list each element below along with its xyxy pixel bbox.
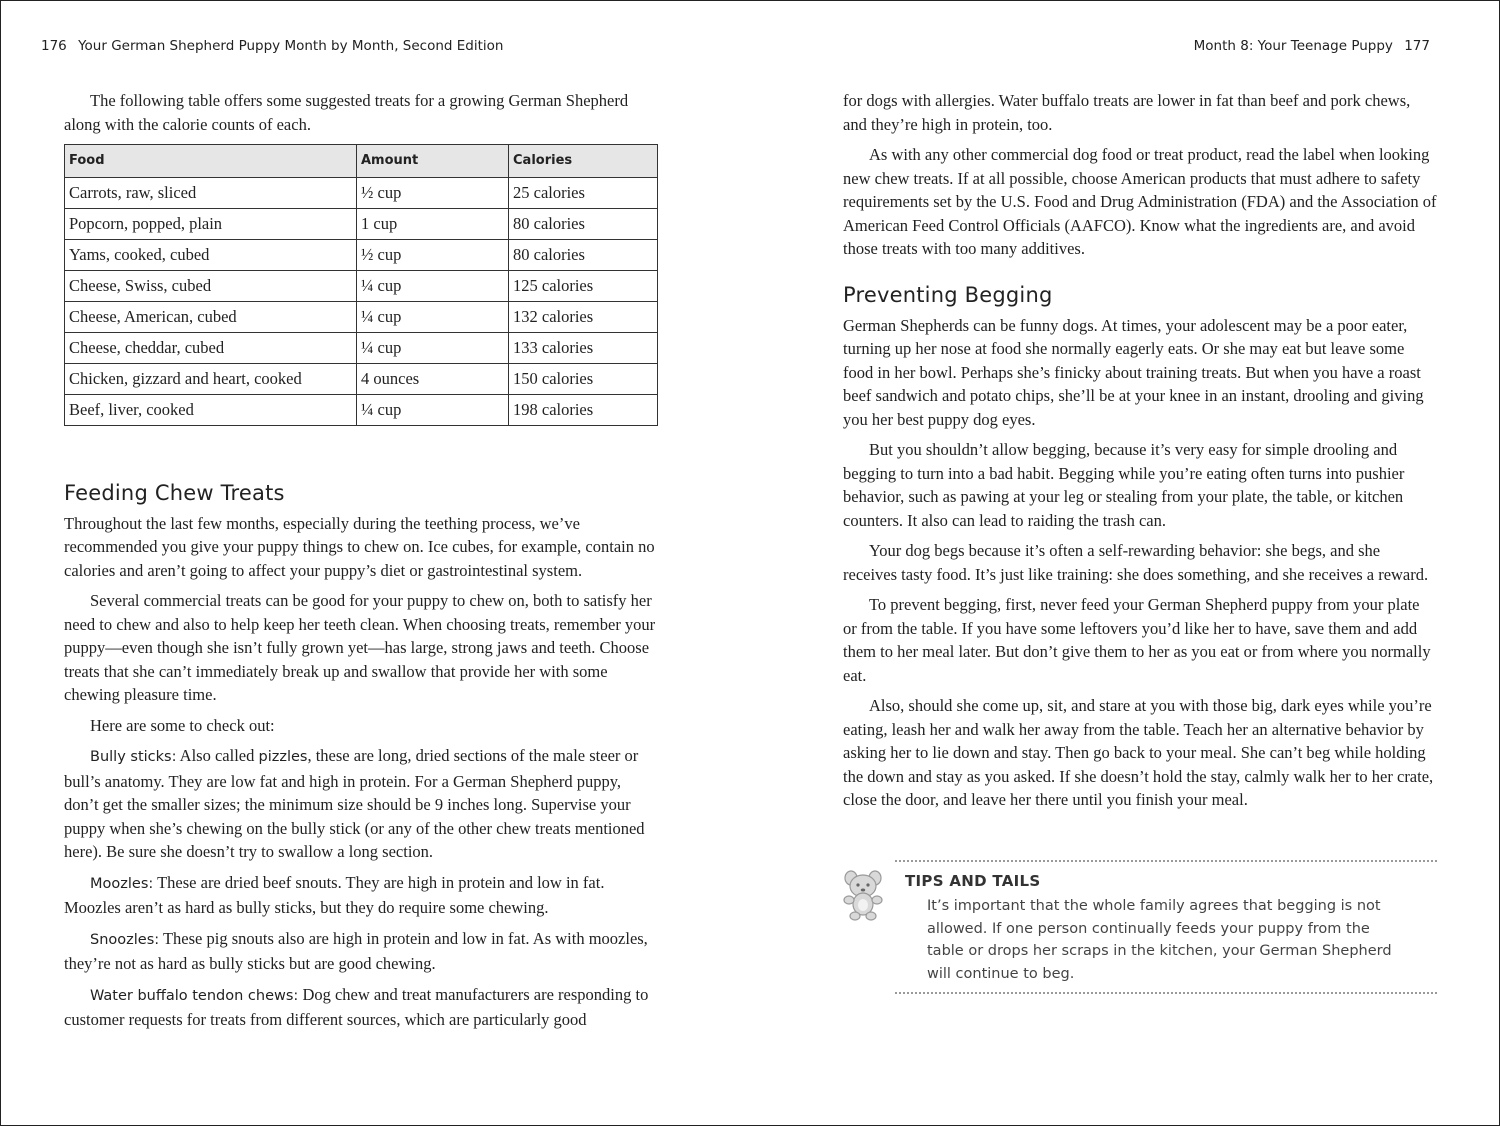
- treat-item-snoozles: [64, 927, 658, 976]
- treats-table: [64, 144, 658, 426]
- table-cell-amount: 4 ounces: [357, 363, 509, 394]
- treat-term: Moozles:: [90, 875, 154, 892]
- feeding-chew-treats-section: [64, 482, 658, 1039]
- table-row: [65, 239, 658, 270]
- tips-divider-top: [895, 860, 1437, 862]
- paragraph: Also, should she come up, sit, and stare at you with those big, dark eyes while you’re eating, leash her and walk her away from the table. Teach her an alternative behavior by asking her to lie down and stay. Then go back to your meal. She can’t beg while holding the down and stay as you asked. If she doesn’t hold the stay, calmly walk her to her crate, close the door, and leave her there until you finish your meal.: [843, 696, 1434, 809]
- treat-item-moozles: [64, 871, 658, 920]
- paragraph: To prevent begging, first, never feed your German Shepherd puppy from your plate or from the table. If you have some leftovers you’d like her to have, save them and add them to her meal later. But don’t give them to her as you eat or from where you normally eat.: [843, 595, 1431, 685]
- table-cell-calories: 198 calories: [509, 394, 658, 425]
- preventing-begging-section: [843, 284, 1437, 819]
- table-row: [65, 332, 658, 363]
- right-running-head: [1194, 38, 1437, 54]
- table-cell-amount: ½ cup: [357, 177, 509, 208]
- paragraph: As with any other commercial dog food or treat product, read the label when looking new chew treats. If at all possible, choose American products that must adhere to safety requirements set by the U.S. Food and Drug Administration (FDA) and the Association of American Feed Control Officials (AAFCO). Know what the ingredients are, and avoid those treats with too many additives.: [843, 145, 1437, 258]
- right-column-top: [843, 89, 1437, 268]
- section-heading-preventing-begging: Preventing Begging: [843, 283, 1053, 307]
- paragraph: Here are some to check out:: [90, 715, 275, 735]
- table-header-row: [65, 145, 658, 178]
- treat-term: Bully sticks:: [90, 749, 177, 765]
- table-cell-amount: ¼ cup: [357, 332, 509, 363]
- table-cell-amount: ¼ cup: [357, 270, 509, 301]
- table-intro: The following table offers some suggested treats for a growing German Shepherd along with the calorie counts of each.: [64, 91, 629, 134]
- table-cell-amount: 1 cup: [357, 208, 509, 239]
- treat-text: , these are long, dried sections of the male steer or bull’s anatomy. They are low fat and high in protein. For a German Shepherd puppy, don’t get the smaller sizes; the minimum size should be 9 inches long. Supervise your puppy when she’s chewing on the bully stick (or any of the other chew treats mentioned here). Be sure she doesn’t try to swallow a long section.: [64, 746, 645, 861]
- table-row: [65, 270, 658, 301]
- table-cell-amount: ½ cup: [357, 239, 509, 270]
- treat-item-water-buffalo: [64, 983, 658, 1032]
- table-row: [65, 363, 658, 394]
- table-cell-food: Chicken, gizzard and heart, cooked: [65, 363, 357, 394]
- paragraph: But you shouldn’t allow begging, because it’s very easy for simple drooling and begging to turn into a bad habit. Begging while you’re eating often turns into pushier behavior, such as pawing at your leg or stealing from your plate, the table, or kitchen counters. It also can lead to raiding the trash can.: [843, 440, 1405, 530]
- treat-item-bully-sticks: [64, 744, 658, 864]
- table-header-food: Food: [65, 145, 357, 178]
- table-cell-food: Cheese, American, cubed: [65, 301, 357, 332]
- treat-text: Also called: [176, 746, 259, 765]
- table-cell-calories: 25 calories: [509, 177, 658, 208]
- tips-and-tails-box: [843, 858, 1437, 994]
- table-cell-food: Yams, cooked, cubed: [65, 239, 357, 270]
- section-heading-feeding-chew-treats: Feeding Chew Treats: [64, 481, 285, 505]
- treat-text: Dog chew and treat manufacturers are responding to customer requests for treats from different sources, which are particularly good: [64, 984, 649, 1029]
- left-column: [64, 89, 658, 426]
- treat-term: Water buffalo tendon chews:: [90, 987, 299, 1004]
- left-running-head: [34, 38, 504, 54]
- table-cell-food: Carrots, raw, sliced: [65, 177, 357, 208]
- table-cell-amount: ¼ cup: [357, 394, 509, 425]
- right-page-number: 177: [1404, 38, 1430, 54]
- treat-text: These are dried beef snouts. They are high in protein and low in fat. Moozles aren’t as hard as bully sticks, but they do require some chewing.: [64, 872, 605, 917]
- left-page-number: 176: [41, 38, 67, 54]
- tips-title: TIPS AND TAILS: [905, 872, 1041, 890]
- puppy-icon: [835, 866, 891, 922]
- table-cell-food: Beef, liver, cooked: [65, 394, 357, 425]
- table-cell-food: Cheese, Swiss, cubed: [65, 270, 357, 301]
- table-cell-calories: 132 calories: [509, 301, 658, 332]
- table-cell-amount: ¼ cup: [357, 301, 509, 332]
- table-row: [65, 394, 658, 425]
- paragraph: for dogs with allergies. Water buffalo treats are lower in fat than beef and pork chews, and they’re high in protein, too.: [843, 91, 1411, 134]
- table-header-amount: Amount: [357, 145, 509, 178]
- right-running-title: Month 8: Your Teenage Puppy: [1193, 38, 1393, 54]
- left-running-title: Your German Shepherd Puppy Month by Month, Second Edition: [78, 38, 504, 54]
- table-row: [65, 177, 658, 208]
- table-cell-calories: 80 calories: [509, 208, 658, 239]
- table-row: [65, 301, 658, 332]
- table-cell-food: Popcorn, popped, plain: [65, 208, 357, 239]
- table-cell-calories: 125 calories: [509, 270, 658, 301]
- table-cell-calories: 80 calories: [509, 239, 658, 270]
- paragraph: Your dog begs because it’s often a self-rewarding behavior: she begs, and she receives tasty food. It’s just like training: she does something, and she receives a reward.: [843, 541, 1429, 584]
- table-row: [65, 208, 658, 239]
- treat-term: Snoozles:: [90, 931, 160, 948]
- paragraph: Several commercial treats can be good for your puppy to chew on, both to satisfy her need to chew and also to help keep her teeth clean. When choosing treats, remember your puppy—even though she isn’t fully grown yet—has large, strong jaws and teeth. Choose treats that she can’t immediately break up and swallow that provide her with some chewing pleasure time.: [64, 591, 656, 704]
- treat-term: pizzles: [258, 749, 308, 765]
- table-header-calories: Calories: [509, 145, 658, 178]
- table-cell-calories: 150 calories: [509, 363, 658, 394]
- paragraph: Throughout the last few months, especially during the teething process, we’ve recommended you give your puppy things to chew on. Ice cubes, for example, contain no calories and aren’t going to affect your puppy’s diet or gastrointestinal system.: [64, 513, 655, 580]
- paragraph: German Shepherds can be funny dogs. At times, your adolescent may be a poor eater, turning up her nose at food she normally eagerly eats. Or she may eat but leave some food in her bowl. Perhaps she’s finicky about training treats. But when you have a roast beef sandwich and potato chips, she’ll be at your knee in an instant, drooling and giving you her best puppy dog eyes.: [843, 315, 1424, 429]
- tips-divider-bottom: [895, 992, 1437, 994]
- tips-text: It’s important that the whole family agrees that begging is not allowed. If one person continually feeds your puppy from the table or drops her scraps in the kitchen, your German Shepherd will continue to beg.: [927, 898, 1392, 982]
- table-cell-calories: 133 calories: [509, 332, 658, 363]
- table-cell-food: Cheese, cheddar, cubed: [65, 332, 357, 363]
- treat-text: These pig snouts also are high in protein and low in fat. As with moozles, they’re not as hard as bully sticks but are good chewing.: [64, 928, 648, 973]
